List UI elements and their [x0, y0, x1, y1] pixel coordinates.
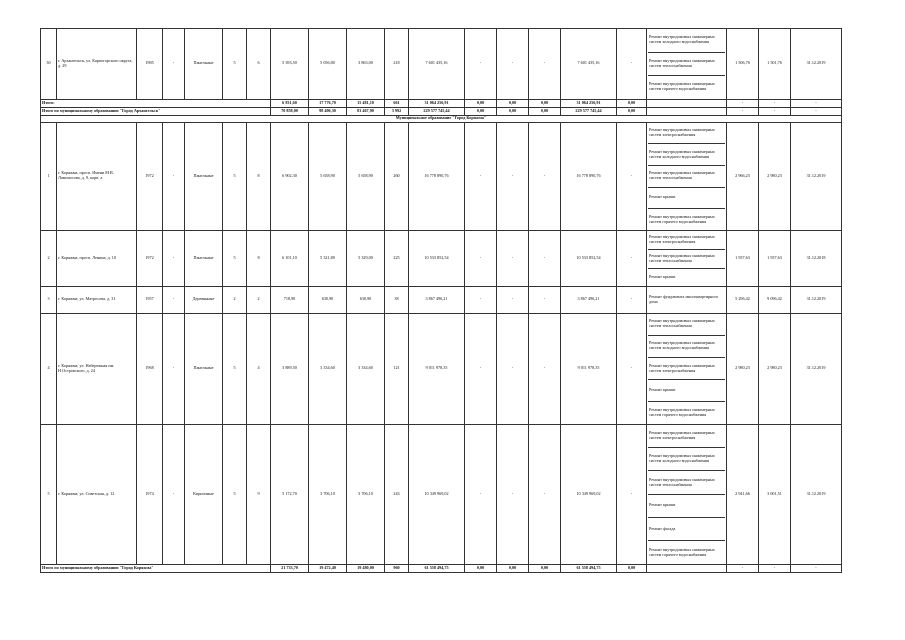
- residential-area: 5 658,90: [347, 122, 385, 230]
- other-funds: -: [617, 424, 647, 564]
- other-funds: -: [617, 122, 647, 230]
- table-row: [41, 313, 842, 424]
- total-blank: [647, 564, 727, 572]
- total-value: 19 472,40: [309, 564, 347, 572]
- completion-date: 31.12.2019: [791, 287, 842, 313]
- other-funds: -: [617, 287, 647, 313]
- local-funds: -: [529, 29, 561, 100]
- total-area: 6 902,30: [271, 122, 309, 230]
- completion-date: 31.12.2019: [791, 424, 842, 564]
- total-value: 17 776,70: [309, 99, 347, 107]
- living-area: 3 334,60: [309, 313, 347, 424]
- wall-material: Панельные: [185, 29, 223, 100]
- year-commissioning: -: [163, 29, 185, 100]
- regional-funds: -: [497, 122, 529, 230]
- floors-count: 2: [223, 287, 247, 313]
- owners-funds: 10 533 852,54: [561, 230, 617, 287]
- local-funds: -: [529, 424, 561, 564]
- house-address: г. Коряжма, ул. Набережная им. Н.Островского, д. 24: [57, 313, 137, 424]
- year-commissioning: -: [163, 287, 185, 313]
- floors-count: 5: [223, 122, 247, 230]
- total-value: 229 577 745,44: [561, 107, 617, 115]
- works-list: [647, 29, 727, 100]
- federal-funds: -: [465, 29, 497, 100]
- total-value: 0,00: [617, 107, 647, 115]
- max-unit-cost: 2 980,23: [759, 313, 791, 424]
- unit-cost: 5 296,42: [727, 287, 759, 313]
- total-area: 5 172,70: [271, 424, 309, 564]
- residents-count: 243: [385, 424, 409, 564]
- works-list: [647, 230, 727, 287]
- living-area: 5 321,80: [309, 230, 347, 287]
- table-row: [41, 122, 842, 230]
- total-value: 70 858,00: [271, 107, 309, 115]
- table-row: [41, 424, 842, 564]
- residents-count: 225: [385, 230, 409, 287]
- max-unit-cost: 9 096,42: [759, 287, 791, 313]
- total-value: 0,00: [529, 99, 561, 107]
- total-dash: -: [727, 99, 759, 107]
- total-cost: 16 778 890,76: [409, 122, 465, 230]
- local-funds: -: [529, 287, 561, 313]
- work-item: Ремонт внутридомовых инженерных систем холодного водоснабжения: [648, 29, 725, 53]
- total-dash: -: [791, 564, 842, 572]
- entrances-count: 6: [247, 29, 271, 100]
- house-address: г. Архангельск, ул. Карпогорского округа, д. 29: [57, 29, 137, 100]
- row-number: 3: [41, 287, 57, 313]
- total-value: 19 480,00: [347, 564, 385, 572]
- municipality-name: Муниципальное образование "Город Коряжма": [41, 115, 842, 122]
- total-dash: -: [791, 107, 842, 115]
- residential-area: 3 334,60: [347, 313, 385, 424]
- work-item: Ремонт внутридомовых инженерных систем теплоснабжения: [648, 250, 725, 269]
- federal-funds: -: [465, 424, 497, 564]
- residential-area: 3 706,10: [347, 424, 385, 564]
- total-value: 0,00: [465, 99, 497, 107]
- municipality-heading: [41, 115, 842, 122]
- works-list: [647, 287, 727, 313]
- unit-cost: 1 506,76: [727, 29, 759, 100]
- residential-area: 5 329,00: [347, 230, 385, 287]
- entrances-count: 4: [247, 313, 271, 424]
- wall-material: Панельные: [185, 230, 223, 287]
- total-dash: -: [727, 564, 759, 572]
- capital-repair-table: [40, 28, 842, 573]
- regional-funds: -: [497, 287, 529, 313]
- table-row: [41, 287, 842, 313]
- work-item: Ремонт фундамента многоквартирного дома: [649, 293, 719, 304]
- total-label: Итого по муниципальному образованию "Город Коряжма": [41, 564, 271, 572]
- unit-cost: 2 941,66: [727, 424, 759, 564]
- house-address: г. Коряжма, просп. Имени М.В. Ломоносова, д. 9, корп. а: [57, 122, 137, 230]
- table-row: [41, 29, 842, 100]
- year-commissioning: -: [163, 313, 185, 424]
- total-value: 0,00: [529, 564, 561, 572]
- regional-funds: -: [497, 230, 529, 287]
- local-funds: -: [529, 230, 561, 287]
- house-address: г. Коряжма, ул. Советская, д. 12: [57, 424, 137, 564]
- works-list: [647, 122, 727, 230]
- work-item: Ремонт внутридомовых инженерных систем холодного водоснабжения: [648, 448, 725, 471]
- entrances-count: 8: [247, 230, 271, 287]
- unit-cost: 1 937,63: [727, 230, 759, 287]
- year-built: 1968: [137, 313, 163, 424]
- total-value: 0,00: [497, 99, 529, 107]
- total-value: 0,00: [617, 99, 647, 107]
- entrances-count: 9: [247, 424, 271, 564]
- register-sheet: [40, 28, 841, 573]
- subtotal-row: [41, 99, 842, 107]
- total-value: 229 577 745,44: [409, 107, 465, 115]
- house-address: г. Коряжма, просп. Ленина, д. 10: [57, 230, 137, 287]
- work-item: Ремонт крыши: [648, 188, 725, 210]
- row-number: 1: [41, 122, 57, 230]
- year-commissioning: -: [163, 424, 185, 564]
- max-unit-cost: 2 980,23: [759, 122, 791, 230]
- total-area: 6 101,10: [271, 230, 309, 287]
- local-funds: -: [529, 122, 561, 230]
- local-funds: -: [529, 313, 561, 424]
- year-commissioning: -: [163, 122, 185, 230]
- max-unit-cost: 1 501,76: [759, 29, 791, 100]
- living-area: 5 056,80: [309, 29, 347, 100]
- total-dash: -: [759, 564, 791, 572]
- floors-count: 5: [223, 313, 247, 424]
- entrances-count: 2: [247, 287, 271, 313]
- living-area: 630,90: [309, 287, 347, 313]
- municipality-total-row: [41, 107, 842, 115]
- regional-funds: -: [497, 424, 529, 564]
- row-number: 30: [41, 29, 57, 100]
- work-item: Ремонт внутридомовых инженерных систем горячего водоснабжения: [649, 81, 715, 92]
- residents-count: 121: [385, 313, 409, 424]
- completion-date: 31.12.2019: [791, 122, 842, 230]
- max-unit-cost: 1 937,63: [759, 230, 791, 287]
- total-value: 15 481,10: [347, 99, 385, 107]
- owners-funds: 3 867 496,21: [561, 287, 617, 313]
- total-value: 0,00: [465, 564, 497, 572]
- work-item: Ремонт внутридомовых инженерных систем теплоснабжения: [648, 53, 725, 77]
- work-item: Ремонт внутридомовых инженерных систем электроснабжения: [648, 231, 725, 250]
- work-item: Ремонт крыши: [648, 495, 725, 518]
- work-item: Ремонт внутридомовых инженерных систем электроснабжения: [648, 123, 725, 145]
- total-value: 61 558 494,75: [561, 564, 617, 572]
- total-area: 3 889,50: [271, 313, 309, 424]
- completion-date: 31.12.2018: [791, 230, 842, 287]
- table-body: [41, 29, 842, 573]
- row-number: 4: [41, 313, 57, 424]
- total-cost: 3 867 496,21: [409, 287, 465, 313]
- total-value: 98 406,30: [309, 107, 347, 115]
- federal-funds: -: [465, 287, 497, 313]
- municipality-total-row: [41, 564, 842, 572]
- table-row: [41, 230, 842, 287]
- work-item: Ремонт внутридомовых инженерных систем теплоснабжения: [648, 471, 725, 494]
- year-built: 1985: [137, 29, 163, 100]
- works-list: [647, 313, 727, 424]
- total-value: 0,00: [529, 107, 561, 115]
- work-item: Ремонт внутридомовых инженерных систем теплоснабжения: [648, 166, 725, 188]
- residential-area: 3 863,00: [347, 29, 385, 100]
- work-item: Ремонт внутридомовых инженерных систем горячего водоснабжения: [649, 213, 715, 224]
- work-item: Ремонт крыши: [649, 273, 676, 279]
- total-dash: -: [759, 99, 791, 107]
- residents-count: 218: [385, 29, 409, 100]
- completion-date: 31.12.2019: [791, 313, 842, 424]
- total-value: 0,00: [497, 564, 529, 572]
- house-address: г. Коряжма, ул. Матросова, д. 31: [57, 287, 137, 313]
- residents-count: 38: [385, 287, 409, 313]
- owners-funds: 16 778 890,76: [561, 122, 617, 230]
- work-item: Ремонт внутридомовых инженерных систем холодного водоснабжения: [648, 144, 725, 166]
- residential-area: 630,90: [347, 287, 385, 313]
- floors-count: 5: [223, 29, 247, 100]
- total-area: 718,90: [271, 287, 309, 313]
- total-area: 5 393,50: [271, 29, 309, 100]
- regional-funds: -: [497, 29, 529, 100]
- entrances-count: 8: [247, 122, 271, 230]
- total-value: 960: [385, 564, 409, 572]
- work-item: Ремонт фасада: [648, 518, 725, 541]
- residents-count: 260: [385, 122, 409, 230]
- total-cost: 7 601 435,16: [409, 29, 465, 100]
- total-value: 6 831,60: [271, 99, 309, 107]
- work-item: Ремонт внутридомовых инженерных систем горячего водоснабжения: [649, 407, 715, 417]
- max-unit-cost: 3 001,51: [759, 424, 791, 564]
- year-built: 1972: [137, 122, 163, 230]
- total-dash: -: [727, 107, 759, 115]
- total-label: Итого:: [41, 99, 271, 107]
- total-label: Итого по муниципальному образованию "Город Архангельск": [41, 107, 271, 115]
- work-item: Ремонт внутридомовых инженерных систем холодного водоснабжения: [648, 336, 725, 358]
- total-value: 31 064 256,91: [409, 99, 465, 107]
- federal-funds: -: [465, 122, 497, 230]
- total-cost: 10 533 852,54: [409, 230, 465, 287]
- other-funds: -: [617, 29, 647, 100]
- work-item: Ремонт внутридомовых инженерных систем электроснабжения: [648, 358, 725, 380]
- total-value: 3 992: [385, 107, 409, 115]
- floors-count: 5: [223, 230, 247, 287]
- work-item: Ремонт крыши: [648, 380, 725, 402]
- total-value: 0,00: [617, 564, 647, 572]
- row-number: 2: [41, 230, 57, 287]
- total-value: 61 558 494,75: [409, 564, 465, 572]
- owners-funds: 9 011 978,35: [561, 313, 617, 424]
- total-dash: -: [759, 107, 791, 115]
- work-item: Ремонт внутридомовых инженерных систем горячего водоснабжения: [649, 546, 715, 557]
- living-area: 3 706,10: [309, 424, 347, 564]
- total-cost: 9 011 978,35: [409, 313, 465, 424]
- work-item: Ремонт внутридомовых инженерных систем теплоснабжения: [648, 314, 725, 336]
- wall-material: Деревянные: [185, 287, 223, 313]
- year-built: 1972: [137, 230, 163, 287]
- total-cost: 10 349 969,02: [409, 424, 465, 564]
- wall-material: Панельные: [185, 122, 223, 230]
- completion-date: 31.12.2019: [791, 29, 842, 100]
- wall-material: Панельные: [185, 313, 223, 424]
- total-value: 0,00: [497, 107, 529, 115]
- federal-funds: -: [465, 313, 497, 424]
- federal-funds: -: [465, 230, 497, 287]
- wall-material: Кирпичные: [185, 424, 223, 564]
- other-funds: -: [617, 230, 647, 287]
- year-built: 1957: [137, 287, 163, 313]
- total-value: 31 064 256,91: [561, 99, 617, 107]
- total-dash: -: [791, 99, 842, 107]
- total-blank: [647, 107, 727, 115]
- work-item: Ремонт внутридомовых инженерных систем электроснабжения: [648, 425, 725, 448]
- total-value: 83 467,90: [347, 107, 385, 115]
- year-commissioning: -: [163, 230, 185, 287]
- row-number: 5: [41, 424, 57, 564]
- total-value: 21 733,70: [271, 564, 309, 572]
- unit-cost: 2 980,23: [727, 313, 759, 424]
- owners-funds: 7 601 435,16: [561, 29, 617, 100]
- works-list: [647, 424, 727, 564]
- floors-count: 5: [223, 424, 247, 564]
- other-funds: -: [617, 313, 647, 424]
- total-blank: [647, 99, 727, 107]
- year-built: 1974: [137, 424, 163, 564]
- owners-funds: 10 349 969,02: [561, 424, 617, 564]
- unit-cost: 2 966,23: [727, 122, 759, 230]
- living-area: 5 658,90: [309, 122, 347, 230]
- regional-funds: -: [497, 313, 529, 424]
- total-value: 661: [385, 99, 409, 107]
- total-value: 0,00: [465, 107, 497, 115]
